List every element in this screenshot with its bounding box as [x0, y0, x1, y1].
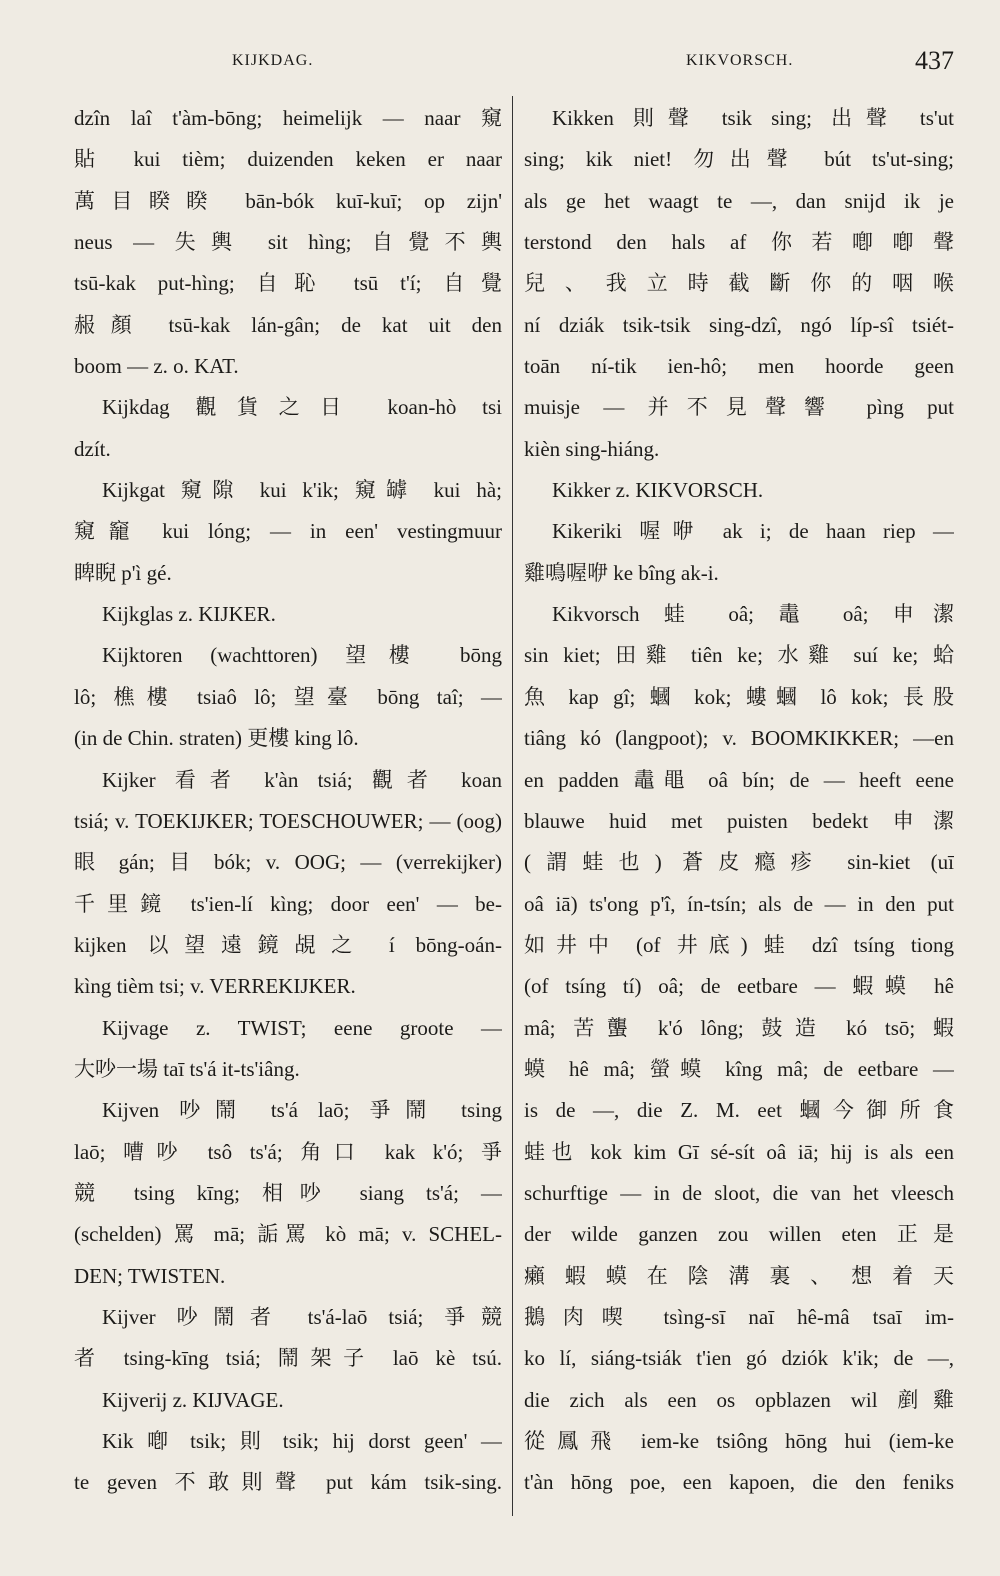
page-number: 437 — [915, 46, 954, 75]
text-line: t'àn hōng poe, een kapoen, die den feniks — [524, 1470, 954, 1495]
text-line: 窺竉 kui lóng; — in een' vestingmuur — [74, 519, 502, 544]
text-line: 眼 gán; 目 bók; v. OOG; — (verrekijker) — [74, 850, 502, 875]
text-line: tsū-kak put-hìng; 自恥 tsū t'í; 自覺 — [74, 271, 502, 296]
text-line: Kijkgat 窺隙 kui k'ik; 窺罅 kui hà; — [102, 478, 502, 503]
text-line: blauwe huid met puisten bedekt 申潔 — [524, 808, 954, 833]
text-line: ní dziák tsik-tsik sing-dzî, ngó líp-sî tsiét- — [524, 312, 954, 337]
text-line: der wilde ganzen zou willen eten 正是 — [524, 1222, 954, 1247]
text-line: 兒、我立時截斷你的咽喉 — [524, 271, 954, 296]
text-line: die zich als een os opblazen wil 剷雞 — [524, 1387, 954, 1412]
text-line: 癩蝦蟆在陰溝裏、想着天 — [524, 1263, 954, 1288]
text-line: 鵝肉喫 tsìng-sī naī hê-mâ tsaī im- — [524, 1304, 954, 1329]
text-line: Kijkdag 觀貨之日 koan-hò tsi — [102, 395, 502, 420]
text-line: ko lí, siáng-tsiák t'ien gó dziók k'ik; de —, — [524, 1346, 954, 1371]
text-line: 貼 kui tièm; duizenden keken er naar — [74, 147, 502, 172]
text-line: laō; 嘈吵 tsô ts'á; 角口 kak k'ó; 爭 — [74, 1139, 502, 1164]
left-running-head: KIJKDAG. — [232, 52, 314, 69]
text-line: Kikvorsch 蛙 oâ; 鼃 oâ; 申潔 — [552, 602, 954, 627]
text-line: tiâng kó (langpoot); v. BOOMKIKKER; —en — [524, 726, 954, 751]
text-line: 千里鏡 ts'ien-lí kìng; door een' — be- — [74, 891, 502, 916]
text-line: Kikken 則聲 tsik sing; 出聲 ts'ut — [552, 106, 954, 130]
text-line: 大吵一場 taī ts'á it-ts'iâng. — [74, 1056, 300, 1081]
left-column — [74, 98, 502, 1504]
text-line: 魚 kap gî; 蟈 kok; 螻蟈 lô kok; 長股 — [524, 684, 954, 709]
text-line: Kijver 吵鬧者 ts'á-laō tsiá; 爭競 — [102, 1304, 502, 1329]
text-line: Kijverij z. KIJVAGE. — [102, 1387, 284, 1412]
text-line: (schelden) 罵 mā; 詬罵 kò mā; v. SCHEL- — [74, 1222, 502, 1247]
text-line: en padden 鼃黽 oâ bín; de — heeft eene — [524, 767, 954, 792]
text-line: 萬目睽睽 bān-bók kuī-kuī; op zijn' — [74, 188, 502, 213]
text-line: 從鳳飛 iem-ke tsiông hōng hui (iem-ke — [524, 1429, 954, 1453]
text-line: schurftige — in de sloot, die van het vleesch — [524, 1180, 954, 1205]
text-line: (in de Chin. straten) 更樓 king lô. — [74, 726, 359, 751]
text-line: oâ iā) ts'ong p'î, ín-tsín; als de — in den put — [524, 891, 954, 916]
text-line: Kik 喞 tsik; 則 tsik; hij dorst geen' — — [102, 1429, 502, 1453]
text-line: is de —, die Z. M. eet 蟈今御所食 — [524, 1098, 954, 1123]
text-line: 蛙也 kok kim Gī sé-sít oâ iā; hij is als een — [524, 1139, 954, 1164]
text-line: tsiá; v. TOEKIJKER; TOESCHOUWER; — (oog) — [74, 808, 502, 833]
text-line: Kijker 看者 k'àn tsiá; 觀者 koan — [102, 767, 502, 792]
text-line: dzîn laî t'àm-bōng; heimelijk — naar 窺 — [74, 106, 502, 130]
text-line: muisje — 并不見聲響 pìng put — [524, 395, 954, 420]
text-line: te geven 不敢則聲 put kám tsik-sing. — [74, 1470, 502, 1495]
text-line: Kikeriki 喔咿 ak i; de haan riep — — [552, 519, 954, 544]
column-divider — [512, 96, 513, 1516]
text-line: 蟆 hê mâ; 螢蟆 kîng mâ; de eetbare — — [524, 1056, 954, 1081]
text-line: mâ; 苦蠪 k'ó lông; 鼓造 kó tsō; 蝦 — [524, 1015, 954, 1040]
text-line: lô; 樵樓 tsiaô lô; 望臺 bōng taî; — — [74, 684, 502, 709]
right-column — [524, 98, 954, 1504]
page-header — [0, 0, 1000, 90]
text-line: kìng tièm tsi; v. VERREKIJKER. — [74, 974, 356, 999]
text-line: neus — 失輿 sit hìng; 自覺不輿 — [74, 230, 502, 255]
text-line: Kikker z. KIKVORSCH. — [552, 478, 764, 503]
text-line: 如井中 (of 井底) 蛙 dzî tsíng tiong — [524, 932, 954, 957]
text-line: 競 tsing kīng; 相吵 siang ts'á; — — [74, 1180, 502, 1205]
text-line: 赧顏 tsū-kak lán-gân; de kat uit den — [74, 312, 502, 337]
text-line: sing; kik niet! 勿出聲 bút ts'ut-sing; — [524, 147, 954, 172]
text-line: Kijkglas z. KIJKER. — [102, 602, 276, 627]
text-line: 雞鳴喔咿 ke bîng ak-i. — [524, 560, 719, 585]
text-line: (of tsíng tí) oâ; de eetbare — 蝦蟆 hê — [524, 974, 954, 999]
text-line: Kijktoren (wachttoren) 望樓 bōng — [102, 643, 502, 668]
text-line: boom — z. o. KAT. — [74, 354, 239, 379]
text-line: dzít. — [74, 436, 111, 461]
text-line: toān ní-tik ien-hô; men hoorde geen — [524, 354, 954, 379]
text-line: Kijvage z. TWIST; eene groote — — [102, 1015, 502, 1040]
text-line: 睥睨 p'ì gé. — [74, 560, 172, 585]
text-line: terstond den hals af 你若喞喞聲 — [524, 230, 954, 255]
center-running-head: KIKVORSCH. — [686, 52, 794, 69]
text-line: Kijven 吵鬧 ts'á laō; 爭鬧 tsing — [102, 1098, 502, 1123]
text-line: kijken 以望遠鏡覘之 í bōng-oán- — [74, 932, 502, 957]
text-line: als ge het waagt te —, dan snijd ik je — [524, 188, 954, 213]
text-line: kièn sing-hiáng. — [524, 436, 660, 461]
text-line: DEN; TWISTEN. — [74, 1263, 226, 1288]
text-line: sin kiet; 田雞 tiên ke; 水雞 suí ke; 蛤 — [524, 643, 954, 668]
text-line: (謂蛙也) 蒼皮瘾疹 sin-kiet (uī — [524, 850, 954, 875]
text-line: 者 tsing-kīng tsiá; 鬧架子 laō kè tsú. — [74, 1346, 502, 1371]
